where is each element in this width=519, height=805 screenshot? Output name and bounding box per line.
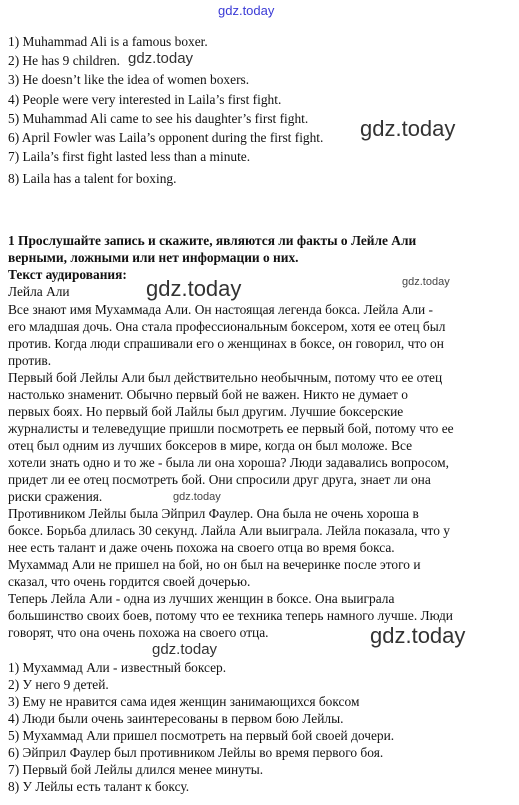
- story-line: Мухаммад Али не пришел на бой, но он был на вечеринке после этого и: [8, 557, 421, 572]
- story-line: хотели знать одно и то же - была ли она хороша? Люди задавались вопросом,: [8, 455, 449, 470]
- watermark: gdz.today: [370, 623, 466, 648]
- watermark: gdz.today: [152, 641, 218, 658]
- task-heading-line-1: 1 Прослушайте запись и скажите, являются ли факты о Лейле Али: [8, 233, 417, 248]
- story-line: против.: [8, 353, 52, 368]
- statement-item: 7) Первый бой Лейлы длился менее минуты.: [8, 762, 264, 777]
- statement-item: 4) Люди были очень заинтересованы в первом бою Лейлы.: [8, 711, 344, 726]
- statement-item: 5) Muhammad Ali came to see his daughter’s first fight.: [8, 111, 309, 126]
- watermark: gdz.today: [360, 116, 456, 141]
- story-line: журналисты и телеведущие пришли посмотреть ее первый бой, потому что ее: [8, 421, 454, 436]
- story-line: Теперь Лейла Али - одна из лучших женщин в боксе. Она выиграла: [8, 591, 395, 606]
- task-heading-line-2: верными, ложными или нет информации о них.: [8, 250, 299, 265]
- statement-item: 2) He has 9 children.: [8, 53, 120, 68]
- story-title: Лейла Али: [8, 284, 70, 299]
- story-line: большинство своих боев, потому что ее техника теперь намного лучше. Люди: [8, 608, 453, 623]
- story-line: настолько знаменит. Обычно первый бой не важен. Никто не думает о: [8, 387, 408, 402]
- statement-item: 5) Мухаммад Али пришел посмотреть на первый бой своей дочери.: [8, 728, 395, 743]
- story-line: его младшая дочь. Она стала профессиональным боксером, хотя ее отец был: [8, 319, 446, 334]
- story-line: первых боях. Но первый бой Лайлы был другим. Лучшие боксерские: [8, 404, 404, 419]
- story-line: отец был одним из лучших боксеров в мире, когда он был моложе. Все: [8, 438, 413, 453]
- statement-item: 6) April Fowler was Laila’s opponent during the first fight.: [8, 130, 324, 145]
- statement-item: 3) Ему не нравится сама идея женщин занимающихся боксом: [8, 694, 360, 709]
- statement-item: 8) У Лейлы есть талант к боксу.: [8, 779, 190, 794]
- statement-item: 2) У него 9 детей.: [8, 677, 109, 692]
- story-line: боксе. Борьба длилась 30 секунд. Лайла Али выиграла. Лейла показала, что у: [8, 523, 450, 538]
- watermark: gdz.today: [128, 50, 194, 67]
- story-line: говорят, что она очень похожа на своего отца.: [8, 625, 269, 640]
- watermark: gdz.today: [146, 276, 242, 301]
- statement-item: 8) Laila has a talent for boxing.: [8, 171, 177, 186]
- watermark-top: gdz.today: [218, 3, 275, 18]
- statement-item: 3) He doesn’t like the idea of women boxers.: [8, 72, 250, 87]
- story-line: Первый бой Лейлы Али был действительно необычным, потому что ее отец: [8, 370, 443, 385]
- statement-item: 6) Эйприл Фаулер был противником Лейлы во время первого боя.: [8, 745, 384, 760]
- watermark: gdz.today: [173, 491, 221, 503]
- statement-item: 1) Мухаммад Али - известный боксер.: [8, 660, 227, 675]
- story-line: против. Когда люди спрашивали его о женщинах в боксе, он говорил, что он: [8, 336, 444, 351]
- watermark: gdz.today: [402, 276, 450, 288]
- story-line: Все знают имя Мухаммада Али. Он настоящая легенда бокса. Лейла Али -: [8, 302, 434, 317]
- transcript-heading: Текст аудирования:: [8, 267, 127, 282]
- statement-item: 4) People were very interested in Laila’s first fight.: [8, 92, 282, 107]
- story-line: сказал, что очень гордится своей дочерью.: [8, 574, 251, 589]
- story-line: риски сражения.: [8, 489, 103, 504]
- statement-item: 7) Laila’s first fight lasted less than a minute.: [8, 149, 251, 164]
- story-line: Противником Лейлы была Эйприл Фаулер. Она была не очень хороша в: [8, 506, 419, 521]
- statement-item: 1) Muhammad Ali is a famous boxer.: [8, 34, 208, 49]
- story-line: нее есть талант и даже очень похожа на своего отца во время бокса.: [8, 540, 395, 555]
- story-line: придет ли ее отец посмотреть бой. Они спросили друг друга, знает ли она: [8, 472, 431, 487]
